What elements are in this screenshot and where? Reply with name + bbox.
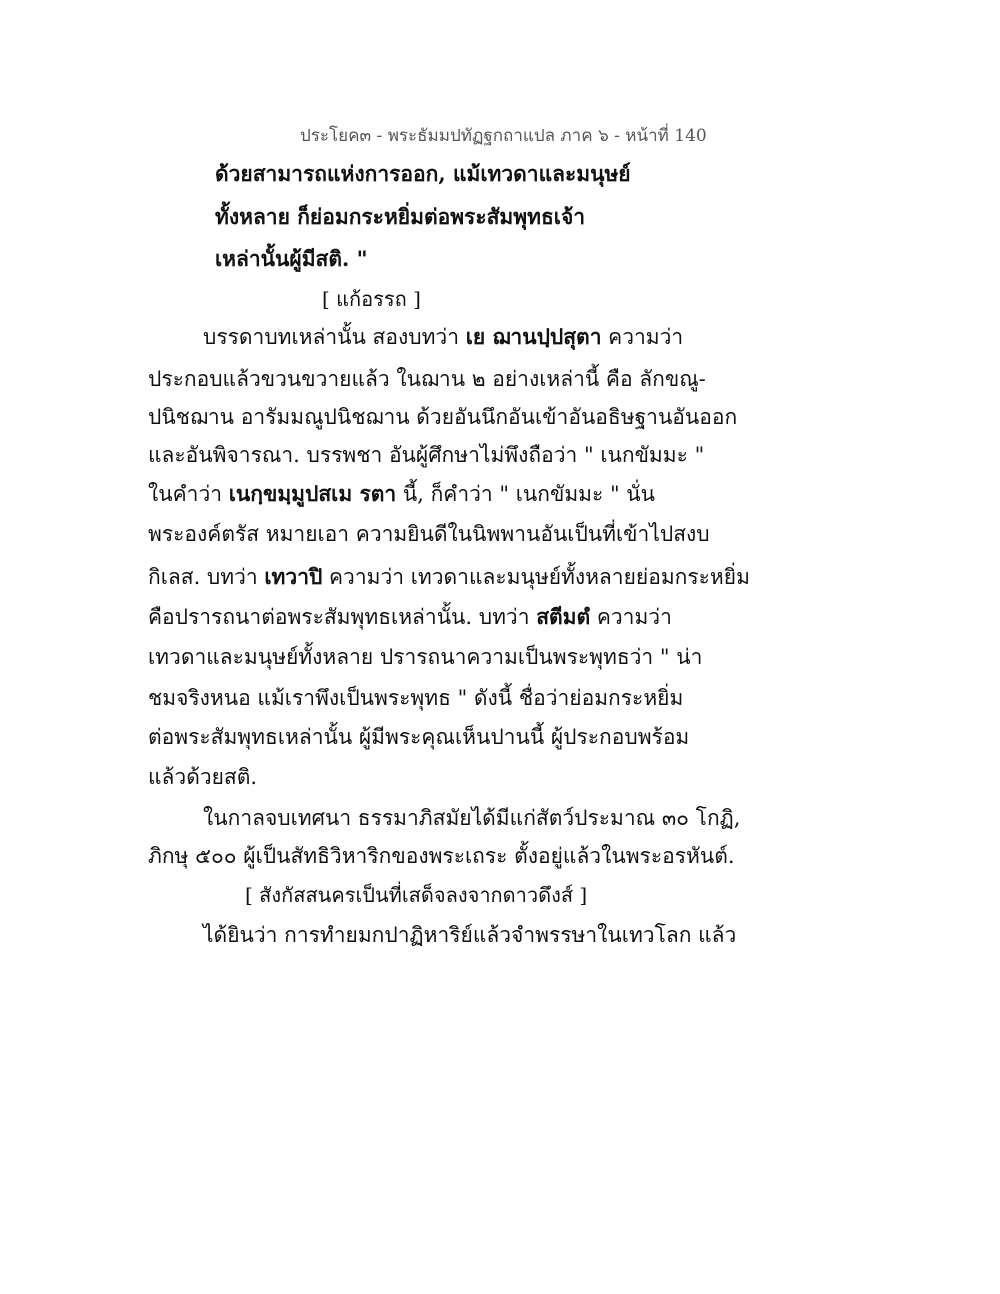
paragraph-1-line-2: ประกอบแล้วขวนขวายแล้ว ในฌาน ๒ อย่างเหล่านี้ คือ ลักขณู- bbox=[148, 367, 706, 391]
paragraph-1-line-1 bbox=[203, 323, 683, 351]
paragraph-1-line-9: เทวดาและมนุษย์ทั้งหลาย ปรารถนาความเป็นพระพุทธว่า " น่า bbox=[148, 645, 703, 669]
running-header: ประโยค๓ - พระธัมมปทัฏฐกถาแปล ภาค ๖ - หน้าที่ 140 bbox=[300, 126, 707, 146]
paragraph-1-line-8 bbox=[148, 603, 672, 631]
paragraph-1-line-12: แล้วด้วยสติ. bbox=[148, 765, 258, 789]
text: กิเลส. บทว่า bbox=[148, 565, 265, 589]
paragraph-1-line-5 bbox=[148, 480, 655, 508]
verse-line-3: เหล่านั้นผู้มีสติ. " bbox=[215, 246, 368, 271]
paragraph-1-line-11: ต่อพระสัมพุทธเหล่านั้น ผู้มีพระคุณเห็นปานนี้ ผู้ประกอบพร้อม bbox=[148, 725, 690, 749]
paragraph-2-line-2: ภิกษุ ๕๐๐ ผู้เป็นสัทธิวิหาริกของพระเถระ ตั้งอยู่แล้วในพระอรหันต์. bbox=[148, 844, 735, 868]
verse-line-2: ทั้งหลาย ก็ย่อมกระหยิ่มต่อพระสัมพุทธเจ้า bbox=[215, 204, 586, 229]
pali-term: เทวาปิ bbox=[264, 564, 323, 589]
text: ความว่า เทวดาและมนุษย์ทั้งหลายย่อมกระหยิ่ม bbox=[322, 565, 750, 589]
text: ความว่า bbox=[590, 605, 672, 629]
pali-term: สตีมตํ bbox=[536, 604, 591, 629]
paragraph-2-line-1: ในกาลจบเทศนา ธรรมาภิสมัยได้มีแก่สัตว์ประมาณ ๓๐ โกฏิ, bbox=[203, 806, 741, 830]
pali-term: เย ฌานปฺปสุตา bbox=[465, 324, 602, 349]
section-heading-commentary: [ แก้อรรถ ] bbox=[322, 287, 421, 311]
section-heading-sankassa: [ สังกัสสนครเป็นที่เสด็จลงจากดาวดึงส์ ] bbox=[245, 883, 588, 907]
text: ในคำว่า bbox=[148, 482, 229, 506]
paragraph-1-line-6: พระองค์ตรัส หมายเอา ความยินดีในนิพพานอันเป็นที่เข้าไปสงบ bbox=[148, 522, 710, 546]
text: ความว่า bbox=[601, 325, 684, 349]
paragraph-1-line-3: ปนิชฌาน อารัมมณูปนิชฌาน ด้วยอันนึกอันเข้าอันอธิษฐานอันออก bbox=[148, 405, 738, 429]
paragraph-1-line-7 bbox=[148, 563, 750, 591]
paragraph-1-line-10: ชมจริงหนอ แม้เราพึงเป็นพระพุทธ " ดังนี้ ชื่อว่าย่อมกระหยิ่ม bbox=[148, 686, 684, 710]
text: คือปรารถนาต่อพระสัมพุทธเหล่านั้น. บทว่า bbox=[148, 605, 537, 629]
verse-line-1: ด้วยสามารถแห่งการออก, แม้เทวดาและมนุษย์ bbox=[215, 161, 631, 186]
text: บรรดาบทเหล่านั้น สองบทว่า bbox=[203, 325, 466, 349]
paragraph-3-line-1: ได้ยินว่า การทำยมกปาฏิหาริย์แล้วจำพรรษาในเทวโลก แล้ว bbox=[203, 923, 737, 947]
pali-term: เนกฺขมฺมูปสเม รตา bbox=[228, 481, 397, 506]
text: นี้, ก็คำว่า " เนกขัมมะ " นั่น bbox=[396, 482, 656, 506]
paragraph-1-line-4: และอันพิจารณา. บรรพชา อันผู้ศึกษาไม่พึงถือว่า " เนกขัมมะ " bbox=[148, 443, 705, 467]
